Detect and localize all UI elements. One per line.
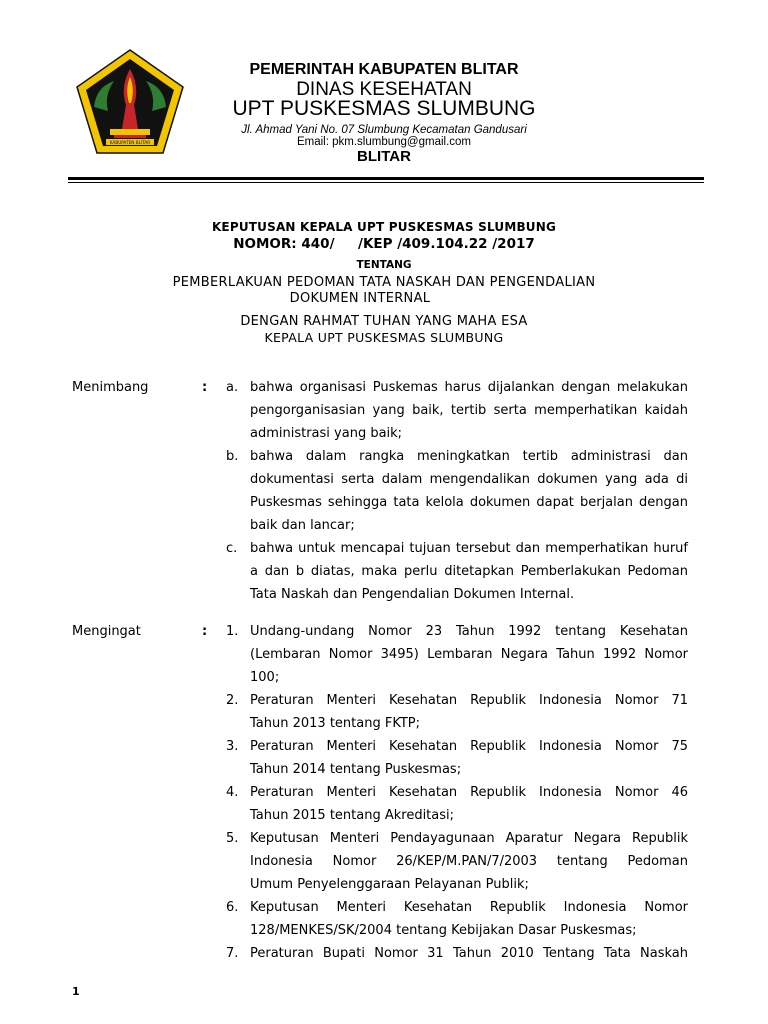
clause-line: (Lembaran Nomor 3495) Lembaran Negara Tahun 1992 Nomor xyxy=(250,647,688,662)
letterhead-city: BLITAR xyxy=(357,148,411,165)
letterhead-address: Jl. Ahmad Yani No. 07 Slumbung Kecamatan Gandusari xyxy=(241,124,527,136)
clause-line: Peraturan Menteri Kesehatan Republik Indonesia Nomor 46 xyxy=(250,785,688,800)
decree-title: KEPUTUSAN KEPALA UPT PUSKESMAS SLUMBUNG xyxy=(211,220,557,234)
clause-line: administrasi yang baik; xyxy=(250,426,403,441)
item-marker: 7. xyxy=(226,946,239,961)
clause-line: pengorganisasian yang baik, tertib serta memperhatikan kaidah xyxy=(250,403,688,418)
clause-line: Tahun 2013 tentang FKTP; xyxy=(250,716,420,731)
clause-line: Peraturan Menteri Kesehatan Republik Indonesia Nomor 71 xyxy=(250,693,688,708)
clause-line: Umum Penyelenggaraan Pelayanan Publik; xyxy=(250,877,529,892)
clause-line: Keputusan Menteri Pendayagunaan Aparatur Negara Republik xyxy=(250,831,688,846)
clause-line: Puskesmas sehingga tata kelola dokumen dapat berjalan dengan xyxy=(250,495,688,510)
clause-line: Indonesia Nomor 26/KEP/M.PAN/7/2003 tentang Pedoman xyxy=(250,854,688,869)
letterhead-rule xyxy=(68,177,704,180)
item-marker: b. xyxy=(226,449,239,464)
section-label-menimbang: Menimbang xyxy=(72,380,149,395)
decree-subject-line-1: PEMBERLAKUAN PEDOMAN TATA NASKAH DAN PENGENDALIAN xyxy=(172,275,596,290)
item-marker: 5. xyxy=(226,831,239,846)
clause-line: Undang-undang Nomor 23 Tahun 1992 tentang Kesehatan xyxy=(250,624,688,639)
letterhead-email: Email: pkm.slumbung@gmail.com xyxy=(296,136,471,148)
logo-banner-text: KABUPATEN BLITAR xyxy=(109,140,151,145)
item-marker: 3. xyxy=(226,739,239,754)
clause-line: baik dan lancar; xyxy=(250,518,355,533)
letterhead-rule-thin xyxy=(68,182,704,183)
page-number: 1 xyxy=(72,985,80,998)
letterhead-unit: UPT PUSKESMAS SLUMBUNG xyxy=(232,97,536,120)
clause-line: 128/MENKES/SK/2004 tentang Kebijakan Dasar Puskesmas; xyxy=(250,923,637,938)
letterhead-government: PEMERINTAH KABUPATEN BLITAR xyxy=(249,61,519,78)
clause-line: dokumentasi serta dalam mengendalikan dokumen yang ada di xyxy=(250,472,688,487)
clause-line: Peraturan Menteri Kesehatan Republik Indonesia Nomor 75 xyxy=(250,739,688,754)
decree-about: TENTANG xyxy=(356,259,412,271)
clause-line: Keputusan Menteri Kesehatan Republik Indonesia Nomor xyxy=(250,900,688,915)
decree-grace-line-2: KEPALA UPT PUSKESMAS SLUMBUNG xyxy=(264,330,504,345)
item-marker: c. xyxy=(226,541,238,556)
clause-line: Tahun 2015 tentang Akreditasi; xyxy=(250,808,455,823)
clause-line: bahwa untuk mencapai tujuan tersebut dan memperhatikan huruf xyxy=(250,541,688,556)
clause-line: bahwa organisasi Puskemas harus dijalankan dengan melakukan xyxy=(250,380,688,395)
clause-line: Tata Naskah dan Pengendalian Dokumen Internal. xyxy=(250,587,575,602)
section-colon: : xyxy=(202,380,208,395)
clause-line: bahwa dalam rangka meningkatkan tertib administrasi dan xyxy=(250,449,688,464)
section-colon: : xyxy=(202,624,208,639)
clause-line: Peraturan Bupati Nomor 31 Tahun 2010 Tentang Tata Naskah xyxy=(250,946,688,961)
section-label-mengingat: Mengingat xyxy=(72,624,141,639)
item-marker: 2. xyxy=(226,693,239,708)
decree-grace-line-1: DENGAN RAHMAT TUHAN YANG MAHA ESA xyxy=(240,314,528,329)
decree-number: NOMOR: 440/ /KEP /409.104.22 /2017 xyxy=(233,236,535,252)
clause-line: 100; xyxy=(250,670,280,685)
item-marker: 4. xyxy=(226,785,239,800)
clause-line: a dan b diatas, maka perlu ditetapkan Pemberlakukan Pedoman xyxy=(250,564,688,579)
item-marker: 6. xyxy=(226,900,239,915)
item-marker: a. xyxy=(226,380,239,395)
decree-subject-line-2: DOKUMEN INTERNAL xyxy=(289,291,431,306)
letterhead-agency: DINAS KESEHATAN xyxy=(296,79,472,100)
clause-line: Tahun 2014 tentang Puskesmas; xyxy=(250,762,462,777)
item-marker: 1. xyxy=(226,624,239,639)
